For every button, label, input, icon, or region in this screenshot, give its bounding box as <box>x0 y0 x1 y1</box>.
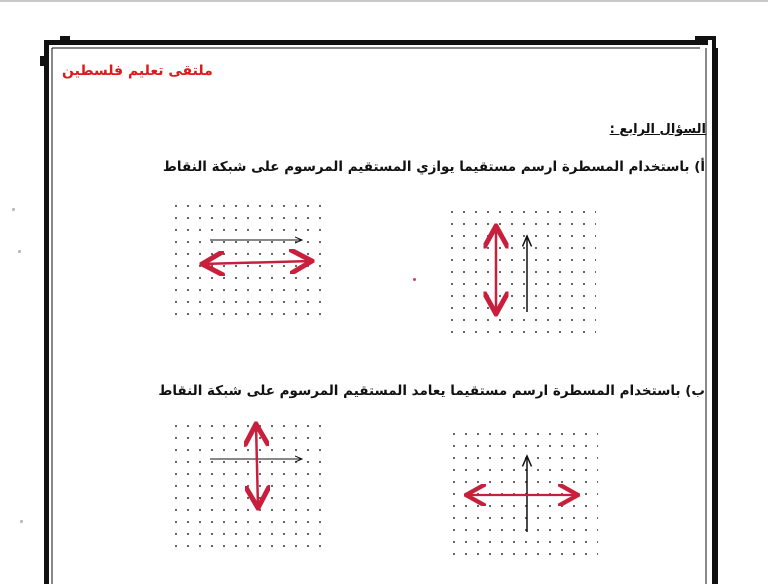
dot-grid-b-right <box>448 428 598 558</box>
dot-pattern <box>446 206 596 336</box>
dot-grid-a-right <box>446 206 596 336</box>
question-part-b: ب) باستخدام المسطرة ارسم مستقيما يعامد المستقيم المرسوم على شبكة النقاط <box>158 383 705 399</box>
question-part-a: أ) باستخدام المسطرة ارسم مستقيما يوازي المستقيم المرسوم على شبكة النقاط <box>162 159 705 175</box>
scan-speck <box>12 208 15 211</box>
dot-grid-a-left <box>170 200 330 320</box>
site-title: ملتقى تعليم فلسطين <box>62 63 213 79</box>
dot-pattern <box>448 428 598 558</box>
scan-speck <box>18 250 21 253</box>
dot-grid-b-left <box>170 420 330 550</box>
dot-pattern <box>170 420 330 550</box>
red-speck <box>413 278 416 281</box>
scan-speck <box>20 520 23 523</box>
question-heading: السؤال الرابع : <box>609 122 706 137</box>
